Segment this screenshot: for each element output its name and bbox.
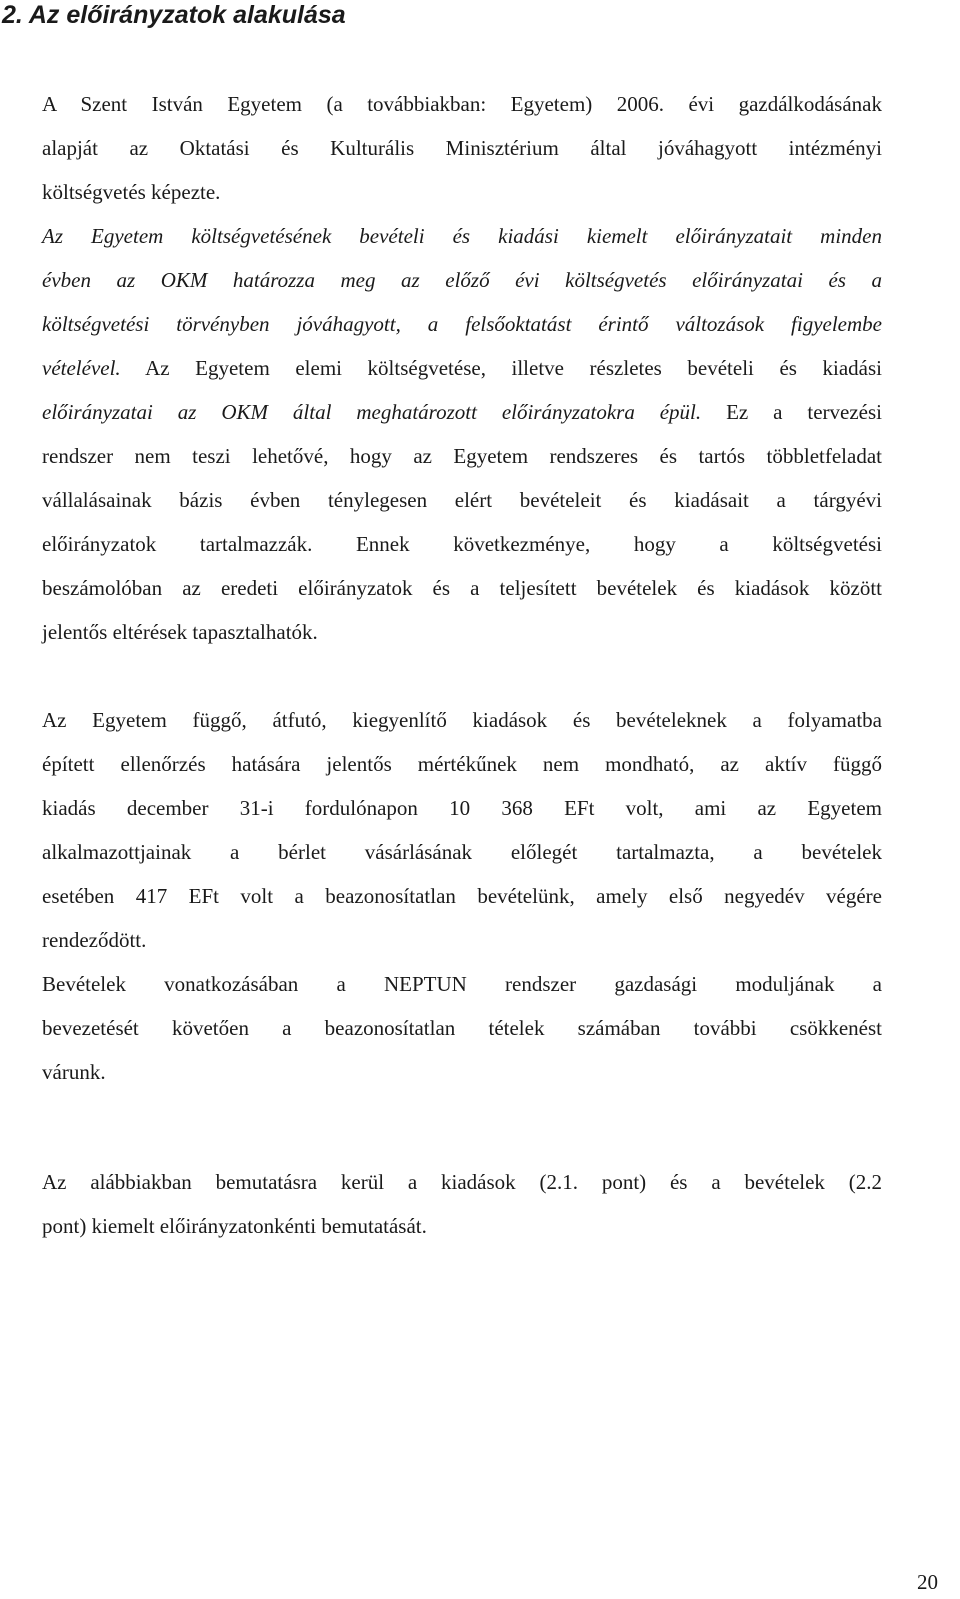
text-line: vállalásainak bázis évben ténylegesen elért bevételeit és kiadásait a tárgyévi [42, 488, 882, 512]
text-line-mixed [42, 390, 882, 434]
text-line: évben az OKM határozza meg az előző évi költségvetés előirányzatai és a [42, 268, 882, 292]
text-line: épített ellenőrzés hatására jelentős mértékűnek nem mondható, az aktív függő [42, 752, 882, 776]
text-line: költségvetési törvényben jóváhagyott, a felsőoktatást érintő változások figyelembe [42, 312, 882, 336]
section-heading: 2. Az előirányzatok alakulása [2, 1, 346, 29]
text-line: Az Egyetem költségvetésének bevételi és kiadási kiemelt előirányzatait minden [42, 224, 882, 248]
text-line: esetében 417 EFt volt a beazonosítatlan bevételünk, amely első negyedév végére [42, 884, 882, 908]
text-line: Az Egyetem függő, átfutó, kiegyenlítő kiadások és bevételeknek a folyamatba [42, 708, 882, 732]
text-line: rendszer nem teszi lehetővé, hogy az Egyetem rendszeres és tartós többletfeladat [42, 444, 882, 468]
italic-fragment: vételével. [42, 356, 121, 380]
text-line: pont) kiemelt előirányzatonkénti bemutatását. [42, 1214, 427, 1238]
roman-fragment: Ez a tervezési [701, 400, 882, 424]
text-line: rendeződött. [42, 928, 147, 952]
text-line: előirányzatok tartalmazzák. Ennek következménye, hogy a költségvetési [42, 532, 882, 556]
page-number: 20 [917, 1570, 938, 1594]
italic-fragment: előirányzatai az OKM által meghatározott előirányzatokra épül. [42, 400, 702, 424]
text-line: Bevételek vonatkozásában a NEPTUN rendszer gazdasági moduljának a [42, 972, 882, 996]
text-line: Az alábbiakban bemutatásra kerül a kiadások (2.1. pont) és a bevételek (2.2 [42, 1170, 882, 1194]
text-line: költségvetés képezte. [42, 180, 221, 204]
paragraph-suspense-items [42, 698, 882, 1094]
text-line: kiadás december 31-i fordulónapon 10 368 EFt volt, ami az Egyetem [42, 796, 882, 820]
text-line: A Szent István Egyetem (a továbbiakban: Egyetem) 2006. évi gazdálkodásának [42, 92, 882, 116]
text-line-mixed [42, 346, 882, 390]
paragraph-summary [42, 1160, 882, 1248]
paragraph-budget-planning [42, 214, 882, 654]
text-line: várunk. [42, 1060, 106, 1084]
text-line: jelentős eltérések tapasztalhatók. [42, 620, 318, 644]
text-line: alapját az Oktatási és Kulturális Minisztérium által jóváhagyott intézményi [42, 136, 882, 160]
paragraph-intro [42, 82, 882, 214]
text-line: alkalmazottjainak a bérlet vásárlásának előlegét tartalmazta, a bevételek [42, 840, 882, 864]
text-line: beszámolóban az eredeti előirányzatok és a teljesített bevételek és kiadások között [42, 576, 882, 600]
text-line: bevezetését követően a beazonosítatlan tételek számában további csökkenést [42, 1016, 882, 1040]
roman-fragment: Az Egyetem elemi költségvetése, illetve részletes bevételi és kiadási [120, 356, 882, 380]
